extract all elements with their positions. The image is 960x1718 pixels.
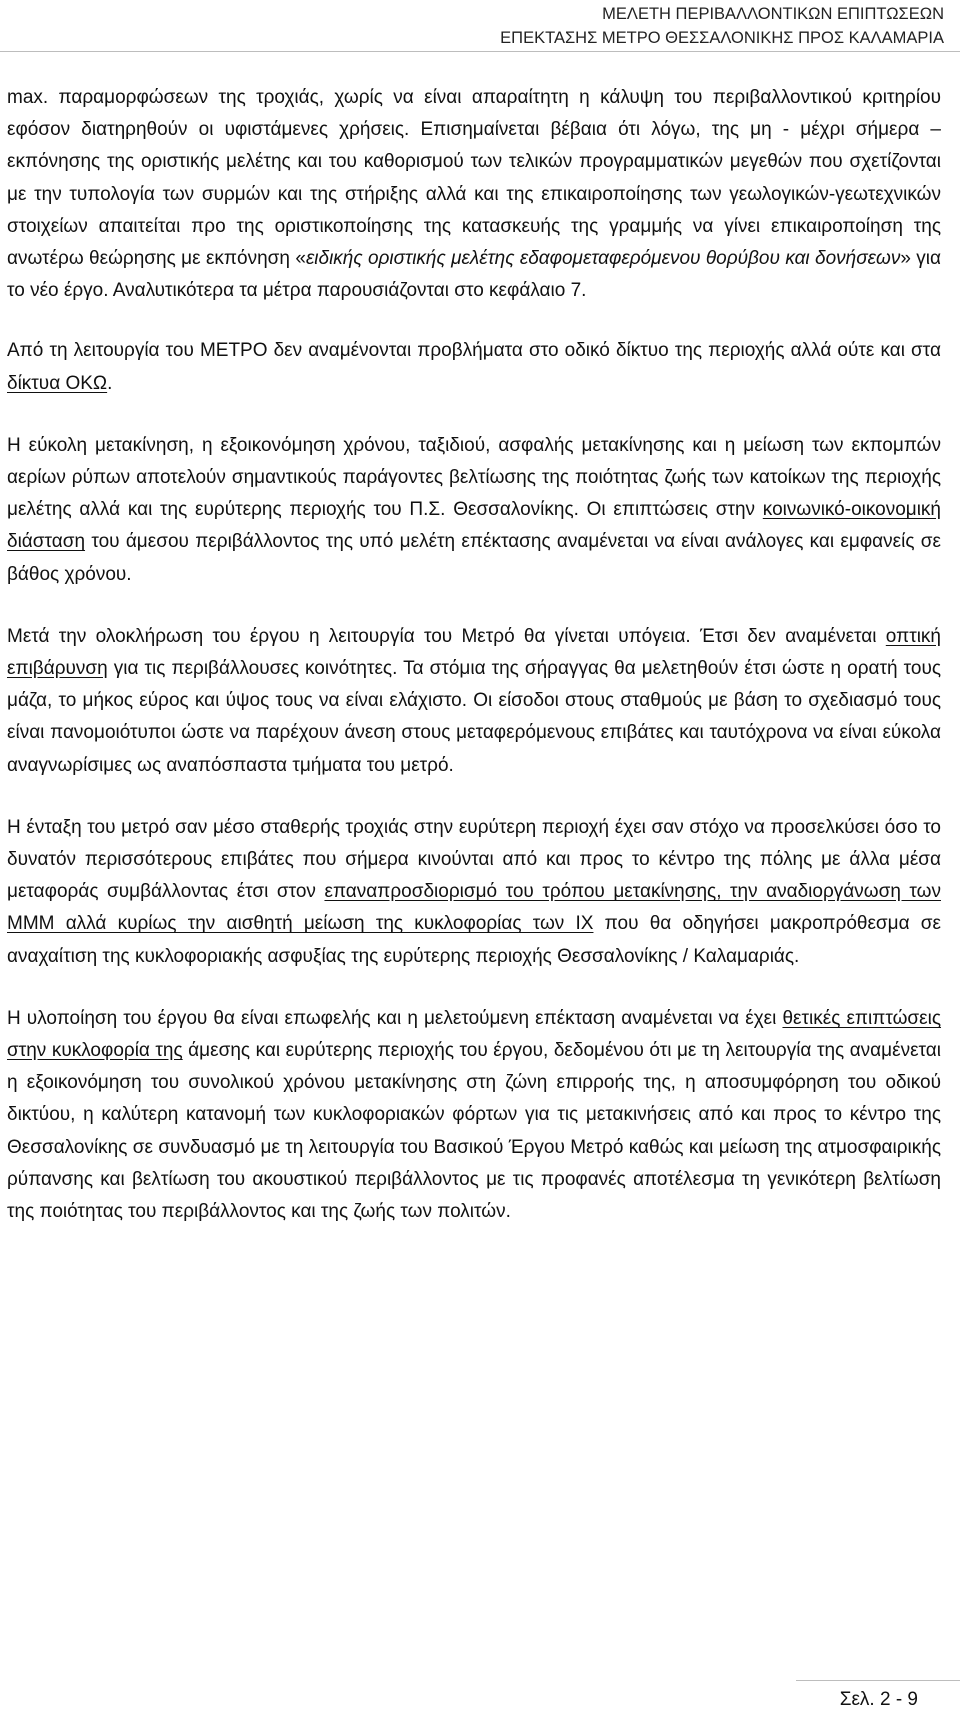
paragraph-traffic-benefits bbox=[7, 1003, 941, 1228]
paragraph-text: Μετά την ολοκλήρωση του έργου η λειτουργία του Μετρό θα γίνεται υπόγεια. Έτσι δεν αναμένεται bbox=[7, 625, 886, 647]
footer-divider bbox=[796, 1680, 960, 1681]
paragraph-text: Από τη λειτουργία του ΜΕΤΡΟ δεν αναμένονται προβλήματα στο οδικό δίκτυο της περιοχής αλλά ούτε και στα bbox=[7, 340, 941, 362]
header-title-line-1: ΜΕΛΕΤΗ ΠΕΡΙΒΑΛΛΟΝΤΙΚΩΝ ΕΠΙΠΤΩΣΕΩΝ bbox=[602, 5, 944, 23]
document-body bbox=[7, 82, 941, 1258]
page-number: Σελ. 2 - 9 bbox=[839, 1689, 918, 1710]
paragraph-road-network bbox=[7, 335, 941, 399]
paragraph-fixed-track bbox=[7, 812, 941, 973]
paragraph-text: του άμεσου περιβάλλοντος της υπό μελέτη επέκτασης αναμένεται να είναι ανάλογες και εμφανείς σε βάθος χρόνου. bbox=[7, 531, 941, 585]
paragraph-text: για τις περιβάλλουσες κοινότητες. Τα στόμια της σήραγγας θα μελετηθούν έτσι ώστε η ορατή τους μάζα, το μήκος εύρος και ύψος τους να είναι ελάχιστο. Οι είσοδοι στους σταθμούς με βάση το σχεδιασμό τους είναι πανομοιότυποι ώστε να παρέχουν άνεση στους μεταφερόμενους επιβάτες και ταυτόχρονα να είναι εύκολα αναγνωρίσιμες ως αναπόσπαστα τμήματα του μετρό. bbox=[7, 658, 941, 776]
document-header bbox=[344, 2, 944, 50]
underlined-phrase: οπτική επιβάρυνση bbox=[7, 625, 941, 680]
paragraph-text: . bbox=[107, 372, 113, 394]
underlined-phrase: επαναπροσδιορισμό του τρόπου μετακίνησης, την αναδιοργάνωση των ΜΜΜ αλλά κυρίως την αισθητή μείωση της κυκλοφορίας των ΙΧ bbox=[7, 881, 941, 935]
underlined-phrase: θετικές επιπτώσεις στην κυκλοφορία της bbox=[7, 1007, 942, 1062]
paragraph-text: » για το νέο έργο. Αναλυτικότερα τα μέτρα παρουσιάζονται στο κεφάλαιο 7. bbox=[7, 248, 941, 302]
paragraph-text: max. παραμορφώσεων της τροχιάς, χωρίς να είναι απαραίτητη η κάλυψη του περιβαλλοντικού κριτηρίου εφόσον διατηρηθούν οι υφιστάμενες χρήσεις. Επισημαίνεται βέβαια ότι λόγω, της μη - μέχρι σήμερα – εκπόνησης της οριστικής μελέτης και του καθορισμού των τελικών προγραμματικών μεγεθών που σχετίζονται με την τυπολογία των συρμών και της στήριξης αλλά και της επικαιροποίησης των γεωλογικών-γεωτεχνικών στοιχείων απαιτείται προ της οριστικοποίησης της κατασκευής της γραμμής να γίνει επικαιροποίηση της ανωτέρω θεώρησης με εκπόνηση « bbox=[7, 87, 941, 270]
paragraph-text: Η υλοποίηση του έργου θα είναι επωφελής και η μελετούμενη επέκταση αναμένεται να έχει bbox=[7, 1007, 783, 1029]
paragraph-visual-impact bbox=[7, 621, 941, 782]
header-title-line-2: ΕΠΕΚΤΑΣΗΣ ΜΕΤΡΟ ΘΕΣΣΑΛΟΝΙΚΗΣ ΠΡΟΣ ΚΑΛΑΜΑΡΙΑ bbox=[500, 29, 944, 47]
paragraph-text: Η ένταξη του μετρό σαν μέσο σταθερής τροχιάς στην ευρύτερη περιοχή έχει σαν στόχο να προσελκύσει όσο το δυνατόν περισσότερους επιβάτες που σήμερα κινούνται από και προς το κέντρο της πόλης με άλλα μέσα μεταφοράς συμβάλλοντας έτσι στον bbox=[7, 816, 941, 903]
paragraph-text: που θα οδηγήσει μακροπρόθεσμα σε αναχαίτιση της κυκλοφοριακής ασφυξίας της ευρύτερης περιοχής Θεσσαλονίκης / Καλαμαριάς. bbox=[7, 913, 941, 967]
italic-study-title: ειδικής οριστικής μελέτης εδαφομεταφερόμενου θορύβου και δονήσεων bbox=[305, 248, 901, 270]
paragraph-text: άμεσης και ευρύτερης περιοχής του έργου, δεδομένου ότι με τη λειτουργία της αναμένεται η εξοικονόμηση του συνολικού χρόνου μετακίνησης στη ζώνη επιρροής της, η αποσυμφόρηση του οδικού δικτύου, η καλύτερη κατανομή των κυκλοφοριακών φόρτων για τις μετακινήσεις από και προς το κέντρο της Θεσσαλονίκης σε συνδυασμό με τη λειτουργία του Βασικού Έργου Μετρό καθώς και μείωση της ατμοσφαιρικής ρύπανσης και βελτίωση του ακουστικού περιβάλλοντος με τις προφανές αποτέλεσμα τη γενικότερη βελτίωση της ποιότητας του περιβάλλοντος και της ζωής των πολιτών. bbox=[7, 1040, 941, 1223]
header-divider bbox=[0, 51, 960, 52]
paragraph-text: Η εύκολη μετακίνηση, η εξοικονόμηση χρόνου, ταξιδιού, ασφαλής μετακίνησης και η μείωση των εκπομπών αερίων ρύπων αποτελούν σημαντικούς παράγοντες βελτίωσης της ποιότητας ζωής των κατοίκων της περιοχής μελέτης αλλά και της ευρύτερης περιοχής του Π.Σ. Θεσσαλονίκης. Οι επιπτώσεις στην bbox=[7, 434, 941, 521]
underlined-phrase: κοινωνικό-οικονομική διάσταση bbox=[7, 499, 941, 553]
paragraph-noise-vibration bbox=[7, 82, 941, 307]
underlined-phrase: δίκτυα ΟΚΩ bbox=[7, 372, 108, 394]
paragraph-socioeconomic bbox=[7, 430, 941, 591]
